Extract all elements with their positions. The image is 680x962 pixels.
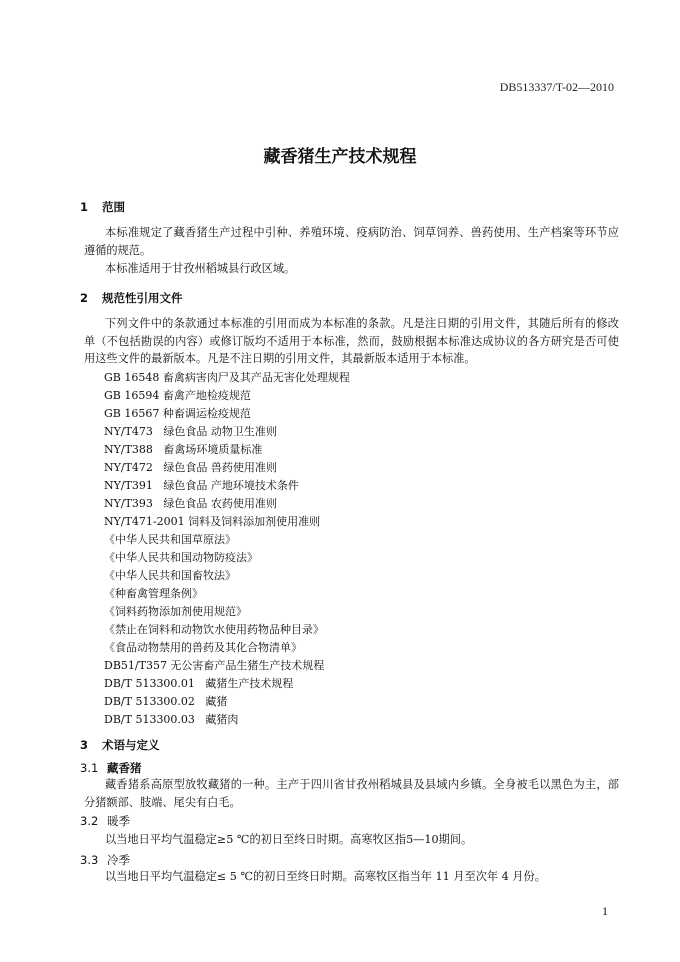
section-number: 1 [80,200,89,214]
reference-item: NY/T388 畜禽场环境质量标准 [104,443,263,456]
subsection-3-3-heading [80,852,130,868]
page-number: 1 [602,904,608,918]
subsection-3-1-text: 藏香猪系高原型放牧藏猪的一种。主产于四川省甘孜州稻城县及县域内乡镇。全身被毛以黑色为主，部分猪额部、肢端、尾尖有白毛。 [84,778,619,809]
section-1-paragraph-2: 本标准适用于甘孜州稻城县行政区域。 [105,262,296,275]
page-title: 藏香猪生产技术规程 [263,147,417,167]
subsection-3-2-text: 以当地日平均气温稳定≥5 ℃的初日至终日时期。高寒牧区指5—10期间。 [105,833,473,846]
reference-item: NY/T393 绿色食品 农药使用准则 [104,497,277,510]
subsection-title: 冷季 [107,853,130,867]
reference-item: DB51/T357 无公害畜产品生猪生产技术规程 [104,659,325,672]
section-2-intro: 下列文件中的条款通过本标准的引用而成为本标准的条款。凡是注日期的引用文件，其随后所有的修改单（不包括勘误的内容）或修订版均不适用于本标准，然而，鼓励根据本标准达成协议的各方研究是否可使用这些文件的最新版本。凡是不注日期的引用文件，其最新版本适用于本标准。 [84,317,619,366]
reference-item: GB 16594 畜禽产地检疫规范 [104,389,251,402]
subsection-number: 3.3 [80,853,99,867]
section-title: 术语与定义 [102,738,160,752]
reference-item: 《饲料药物添加剂使用规范》 [104,605,247,618]
subsection-number: 3.1 [80,761,99,775]
reference-item: DB/T 513300.02 藏猪 [104,695,228,708]
reference-item: 《种畜禽管理条例》 [104,587,203,600]
reference-item: DB/T 513300.01 藏猪生产技术规程 [104,677,294,690]
section-1-heading [80,199,125,215]
reference-item: NY/T471-2001 饲料及饲料添加剂使用准则 [104,515,321,528]
reference-item: NY/T473 绿色食品 动物卫生准则 [104,425,277,438]
subsection-3-3-text: 以当地日平均气温稳定≤ 5 ℃的初日至终日时期。高寒牧区指当年 11 月至次年 4 月份。 [105,870,546,883]
section-title: 规范性引用文件 [102,291,183,305]
subsection-number: 3.2 [80,814,99,828]
reference-item: NY/T391 绿色食品 产地环境技术条件 [104,479,299,492]
section-2-heading [80,290,183,306]
reference-item: 《中华人民共和国动物防疫法》 [104,551,258,564]
section-number: 3 [80,738,89,752]
subsection-title: 藏香猪 [107,761,142,775]
section-title: 范围 [102,200,125,214]
reference-item: 《中华人民共和国畜牧法》 [104,569,236,582]
reference-item: GB 16548 畜禽病害肉尸及其产品无害化处理规程 [104,371,350,384]
reference-item: GB 16567 种畜调运检疫规范 [104,407,251,420]
reference-item: 《禁止在饲料和动物饮水使用药物品种目录》 [104,623,324,636]
subsection-title: 暖季 [107,814,130,828]
reference-item: 《中华人民共和国草原法》 [104,533,236,546]
reference-item: 《食品动物禁用的兽药及其化合物清单》 [104,641,302,654]
reference-item: DB/T 513300.03 藏猪肉 [104,713,239,726]
reference-item: NY/T472 绿色食品 兽药使用准则 [104,461,277,474]
section-number: 2 [80,291,89,305]
section-1-paragraph-1: 本标准规定了藏香猪生产过程中引种、养殖环境、疫病防治、饲草饲养、兽药使用、生产档案等环节应遵循的规范。 [84,226,619,257]
section-3-heading [80,737,160,753]
standard-code: DB513337/T-02—2010 [499,80,614,94]
subsection-3-1-heading [80,760,142,776]
subsection-3-2-heading [80,813,130,829]
